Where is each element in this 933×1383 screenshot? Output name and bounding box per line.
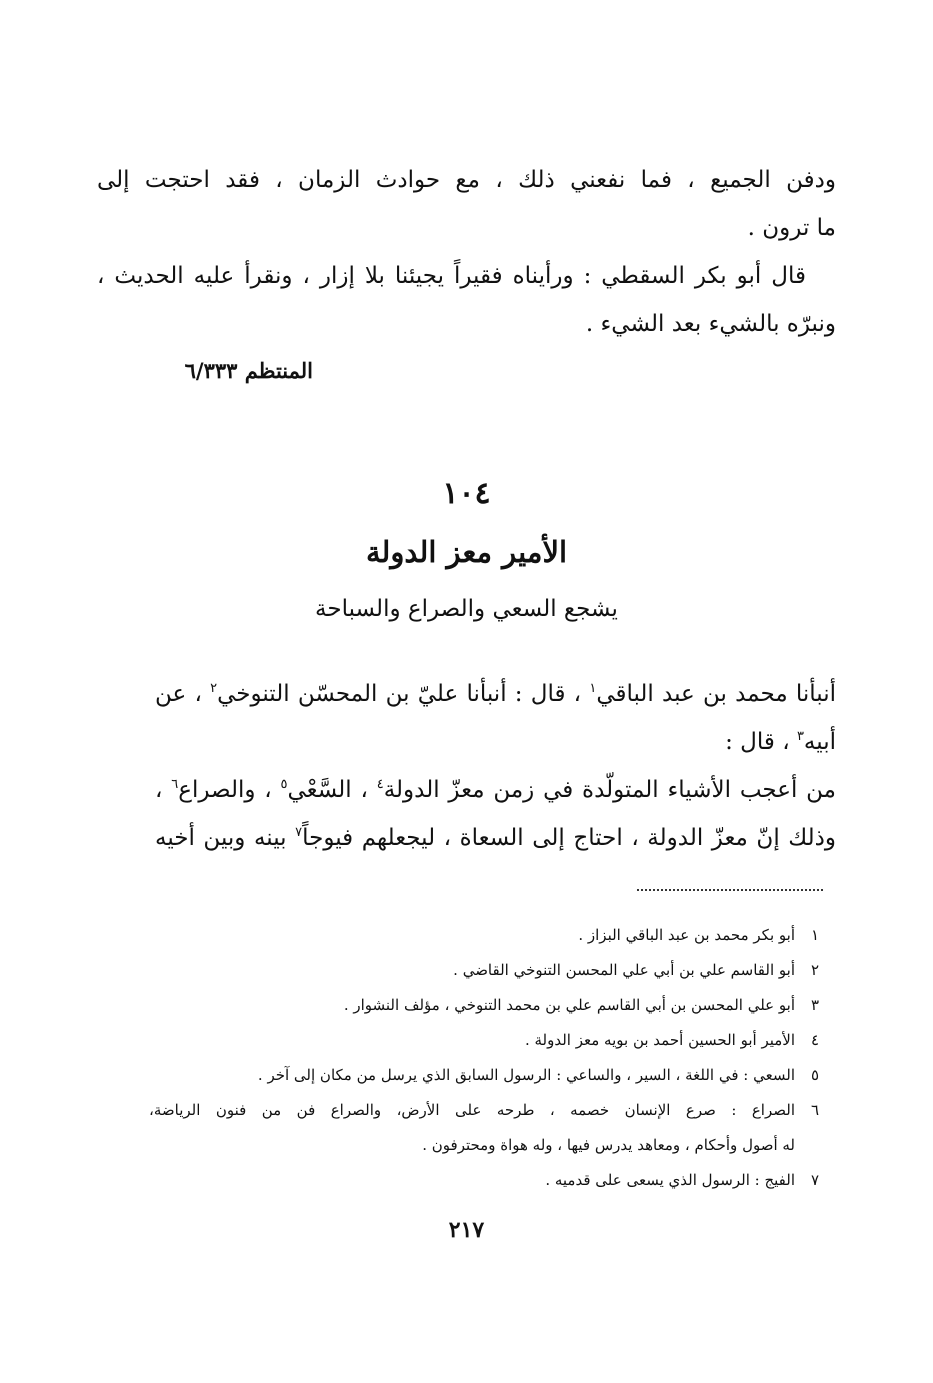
body-text: أنبأنا محمد بن عبد الباقي xyxy=(596,681,836,707)
footnotes xyxy=(149,918,819,1198)
footnote-ref: ٧ xyxy=(295,825,303,840)
footnote-item xyxy=(149,918,819,953)
footnote-text: الصراع : صرع الإنسان خصمه ، طرحه على الأرض، والصراع فن من فنون الرياضة، xyxy=(149,1101,795,1119)
body-text: ، والصراع xyxy=(178,777,281,803)
text-line: ودفن الجميع ، فما نفعني ذلك ، مع حوادث الزمان ، فقد احتجت إلى xyxy=(97,167,836,193)
top-paragraph-1 xyxy=(97,156,836,252)
footnote-item xyxy=(149,1023,819,1058)
text-line xyxy=(155,718,836,766)
text-line xyxy=(155,670,836,718)
body-text: ، قال : xyxy=(725,729,797,755)
page-number: ٢١٧ xyxy=(448,1217,485,1243)
story-subtitle: يشجع السعي والصراع والسباحة xyxy=(315,596,618,622)
footnote-number: ٥ xyxy=(810,1066,819,1084)
footnote-ref: ٢ xyxy=(210,681,218,696)
footnote-number: ٣ xyxy=(810,996,819,1014)
story-body xyxy=(155,670,836,862)
body-text: من أعجب الأشياء المتولّدة في زمن معزّ الدولة xyxy=(383,777,837,803)
footnote-divider xyxy=(637,889,823,891)
text-line xyxy=(155,766,836,814)
body-text: ، عن xyxy=(155,681,211,707)
body-text: ، قال : أنبأنا عليّ بن المحسّن التنوخي xyxy=(217,681,590,707)
source-reference: المنتظم ٦/٣٣٣ xyxy=(184,358,313,383)
footnote-text: الفيج : الرسول الذي يسعى على قدميه . xyxy=(545,1171,795,1189)
footnote-item xyxy=(149,1058,819,1093)
body-text: ، xyxy=(155,777,172,803)
footnote-number: ٤ xyxy=(810,1031,819,1049)
footnote-text: السعي : في اللغة ، السير ، والساعي : الرسول السابق الذي يرسل من مكان إلى آخر . xyxy=(257,1066,795,1084)
footnote-ref: ٦ xyxy=(171,777,179,792)
footnote-continuation: له أصول وأحكام ، ومعاهد يدرس فيها ، وله هواة ومحترفون . xyxy=(422,1136,795,1154)
footnote-item xyxy=(149,953,819,988)
body-text: أبيه xyxy=(803,729,836,755)
footnote-number: ١ xyxy=(810,926,819,944)
footnote-text: أبو بكر محمد بن عبد الباقي البزاز . xyxy=(578,926,795,944)
text-line: قال أبو بكر السقطي : ورأيناه فقيراً يجيئنا بلا إزار ، ونقرأ عليه الحديث ، xyxy=(97,263,806,289)
body-text: بينه وبين أخيه xyxy=(155,825,296,851)
footnote-ref: ٣ xyxy=(796,729,804,744)
footnote-text: أبو القاسم علي بن أبي علي المحسن التنوخي القاضي . xyxy=(453,961,795,979)
footnote-item xyxy=(149,1093,819,1128)
top-paragraph-2 xyxy=(97,252,836,348)
text-line: ما ترون . xyxy=(747,215,836,241)
footnote-item xyxy=(149,988,819,1023)
footnote-text: الأمير أبو الحسين أحمد بن بويه معز الدولة . xyxy=(524,1031,795,1049)
text-line: ونبرّه بالشيء بعد الشيء . xyxy=(585,311,836,337)
footnote-number: ٧ xyxy=(810,1171,819,1189)
footnote-text: أبو علي المحسن بن أبي القاسم علي بن محمد التنوخي ، مؤلف النشوار . xyxy=(343,996,795,1014)
body-text: ، السَّعْي xyxy=(287,777,377,803)
footnote-ref: ١ xyxy=(589,681,597,696)
story-title: الأمير معز الدولة xyxy=(365,535,568,569)
body-text: وذلك إنّ معزّ الدولة ، احتاج إلى السعاة ، ليجعلهم فيوجاً xyxy=(302,825,836,851)
footnote-number: ٢ xyxy=(810,961,819,979)
story-number: ١٠٤ xyxy=(442,476,491,511)
footnote-ref: ٥ xyxy=(280,777,288,792)
footnote-ref: ٤ xyxy=(376,777,384,792)
footnote-item xyxy=(149,1163,819,1198)
footnote-number: ٦ xyxy=(810,1101,819,1119)
text-line xyxy=(155,814,836,862)
